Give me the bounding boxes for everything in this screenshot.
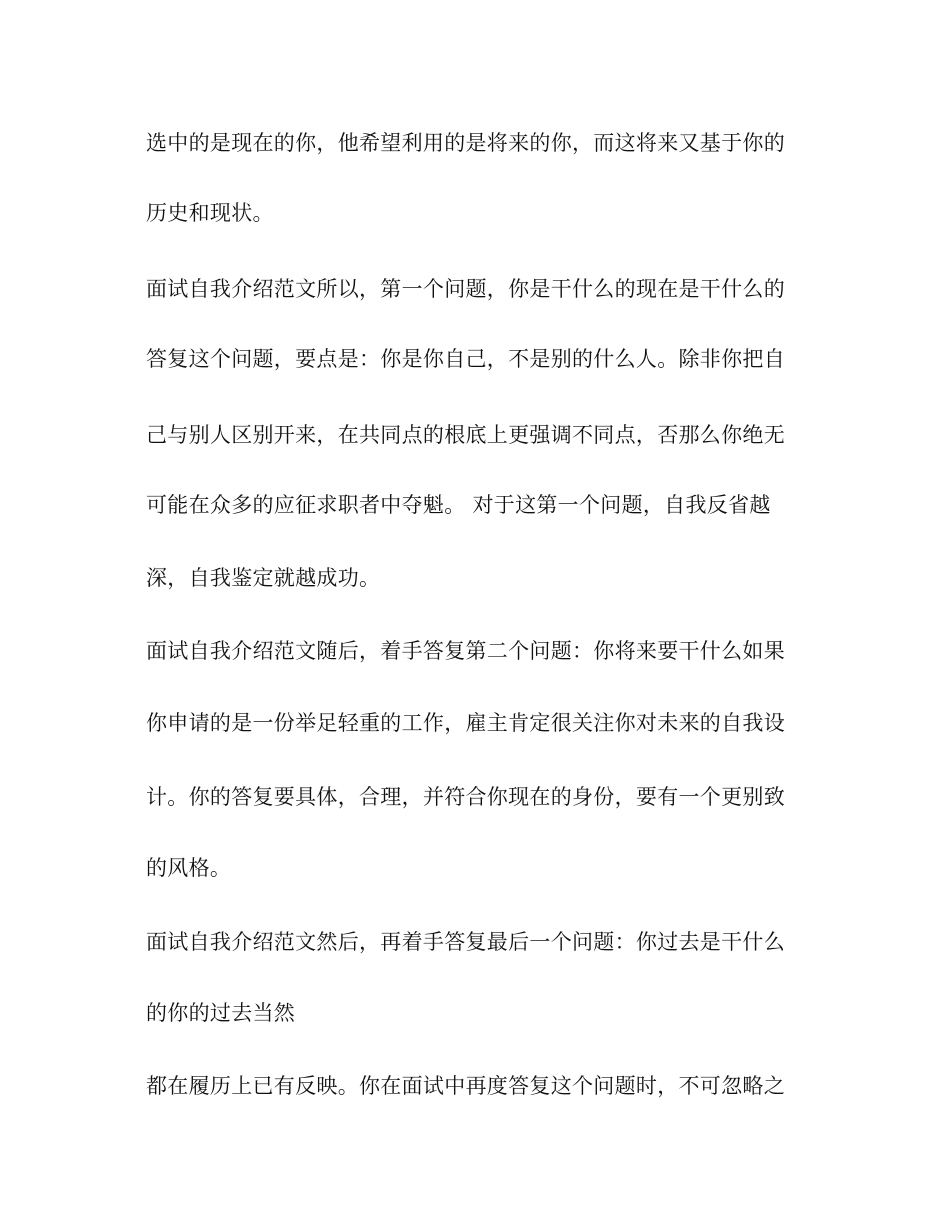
text-line: 面试自我介绍范文随后，着手答复第二个问题：你将来要干什么如果	[146, 639, 785, 663]
text-line: 选中的是现在的你，他希望利用的是将来的你，而这将来又基于你的	[146, 131, 785, 155]
text-line: 面试自我介绍范文所以，第一个问题，你是干什么的现在是干什么的	[146, 277, 785, 301]
text-line: 答复这个问题，要点是：你是你自己，不是别的什么人。除非你把自	[146, 347, 785, 371]
text-line: 都在履历上已有反映。你在面试中再度答复这个问题时，不可忽略之	[146, 1074, 785, 1098]
text-line: 面试自我介绍范文然后，再着手答复最后一个问题：你过去是干什么	[146, 930, 785, 954]
text-line: 的你的过去当然	[146, 1001, 296, 1025]
text-line: 的风格。	[146, 856, 232, 880]
text-line: 深，自我鉴定就越成功。	[146, 566, 381, 590]
text-line: 计。你的答复要具体，合理，并符合你现在的身份，要有一个更别致	[146, 785, 785, 809]
text-line: 你申请的是一份举足轻重的工作，雇主肯定很关注你对未来的自我设	[146, 711, 785, 735]
text-line: 可能在众多的应征求职者中夺魁。 对于这第一个问题，自我反省越	[146, 493, 771, 517]
text-line: 己与别人区别开来，在共同点的根底上更强调不同点，否那么你绝无	[146, 423, 785, 447]
text-line: 历史和现状。	[146, 201, 274, 225]
